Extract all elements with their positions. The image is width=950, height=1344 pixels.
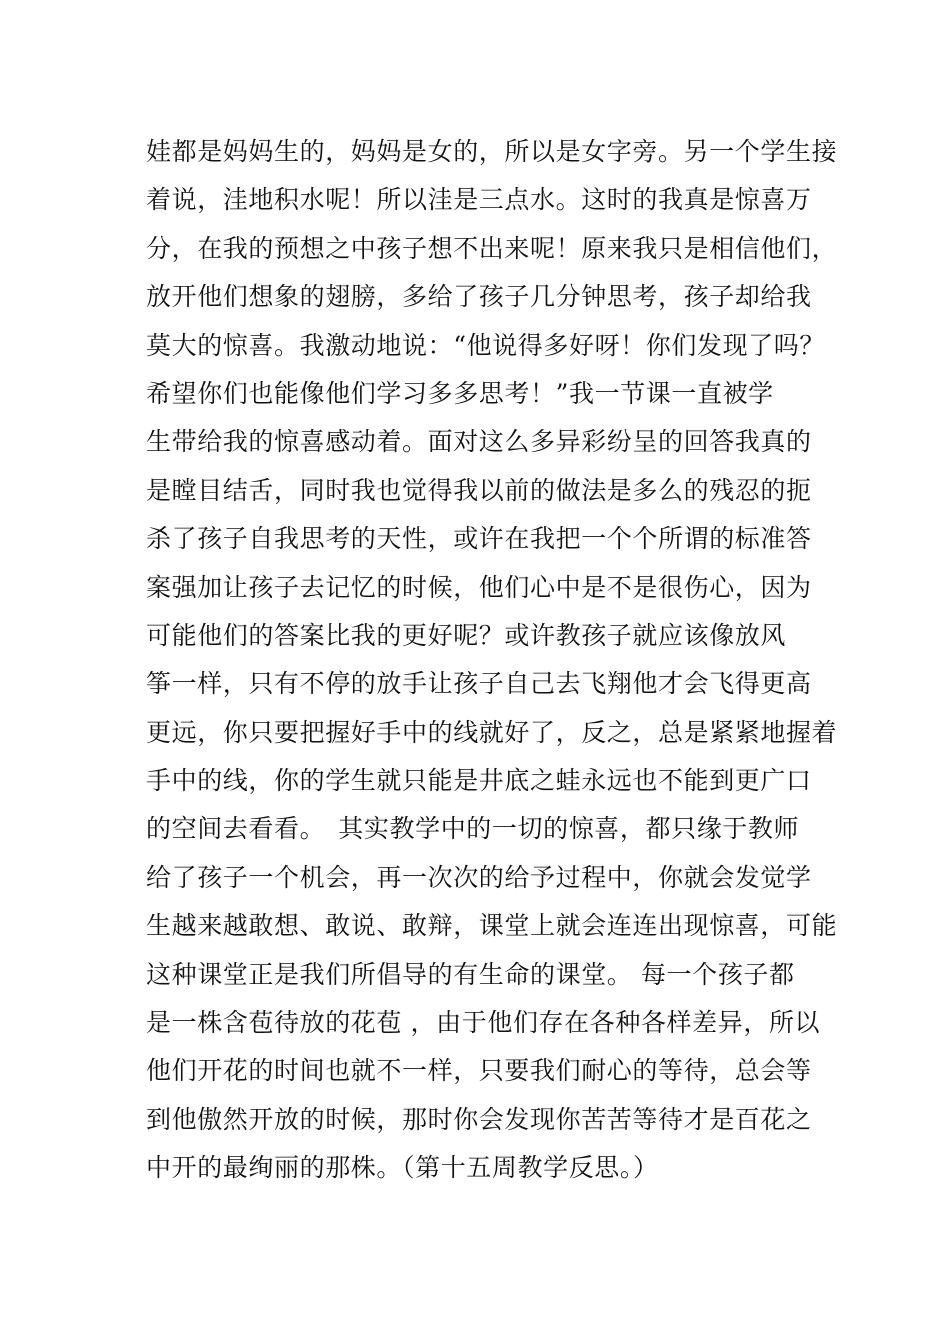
text-line: 可能他们的答案比我的更好呢？或许教孩子就应该像放风 xyxy=(146,620,787,650)
text-line: 是瞠目结舌，同时我也觉得我以前的做法是多么的残忍的扼 xyxy=(146,475,812,505)
body-text xyxy=(146,128,846,1193)
text-line: 中开的最绚丽的那株。（第十五周教学反思。） xyxy=(146,1153,659,1183)
text-line: 莫大的惊喜。我激动地说：“他说得多好呀！你们发现了吗？ xyxy=(146,330,825,360)
text-line: 的空间去看看。 其实教学中的一切的惊喜，都只缘于教师 xyxy=(146,814,800,844)
text-line: 杀了孩子自我思考的天性，或许在我把一个个所谓的标准答 xyxy=(146,524,812,554)
text-line: 娃都是妈妈生的，妈妈是女的，所以是女字旁。另一个学生接 xyxy=(146,137,838,166)
text-line: 生越来越敢想、敢说、敢辩，课堂上就会连连出现惊喜，可能 xyxy=(146,911,838,941)
text-line: 他们开花的时间也就不一样，只要我们耐心的等待，总会等 xyxy=(146,1056,812,1086)
text-line: 到他傲然开放的时候，那时你会发现你苦苦等待才是百花之 xyxy=(146,1104,812,1134)
text-line: 希望你们也能像他们学习多多思考！”我一节课一直被学 xyxy=(146,378,774,408)
text-line: 更远，你只要把握好手中的线就好了，反之，总是紧紧地握着 xyxy=(146,717,838,747)
text-line: 这种课堂正是我们所倡导的有生命的课堂。 每一个孩子都 xyxy=(146,959,795,989)
text-line: 生带给我的惊喜感动着。面对这么多异彩纷呈的回答我真的 xyxy=(146,427,812,457)
text-line: 分，在我的预想之中孩子想不出来呢！原来我只是相信他们， xyxy=(146,233,838,263)
text-line: 放开他们想象的翅膀，多给了孩子几分钟思考，孩子却给我 xyxy=(146,282,812,312)
text-line: 是一株含苞待放的花苞 ，由于他们存在各种各样差异，所以 xyxy=(146,1008,821,1038)
text-line: 着说，洼地积水呢！所以洼是三点水。这时的我真是惊喜万 xyxy=(146,185,812,215)
text-line: 案强加让孩子去记忆的时候，他们心中是不是很伤心，因为 xyxy=(146,572,812,602)
text-line: 手中的线，你的学生就只能是井底之蛙永远也不能到更广口 xyxy=(146,766,812,796)
text-line: 给了孩子一个机会，再一次次的给予过程中，你就会发觉学 xyxy=(146,862,812,892)
text-line: 筝一样，只有不停的放手让孩子自己去飞翔他才会飞得更高 xyxy=(146,669,812,699)
